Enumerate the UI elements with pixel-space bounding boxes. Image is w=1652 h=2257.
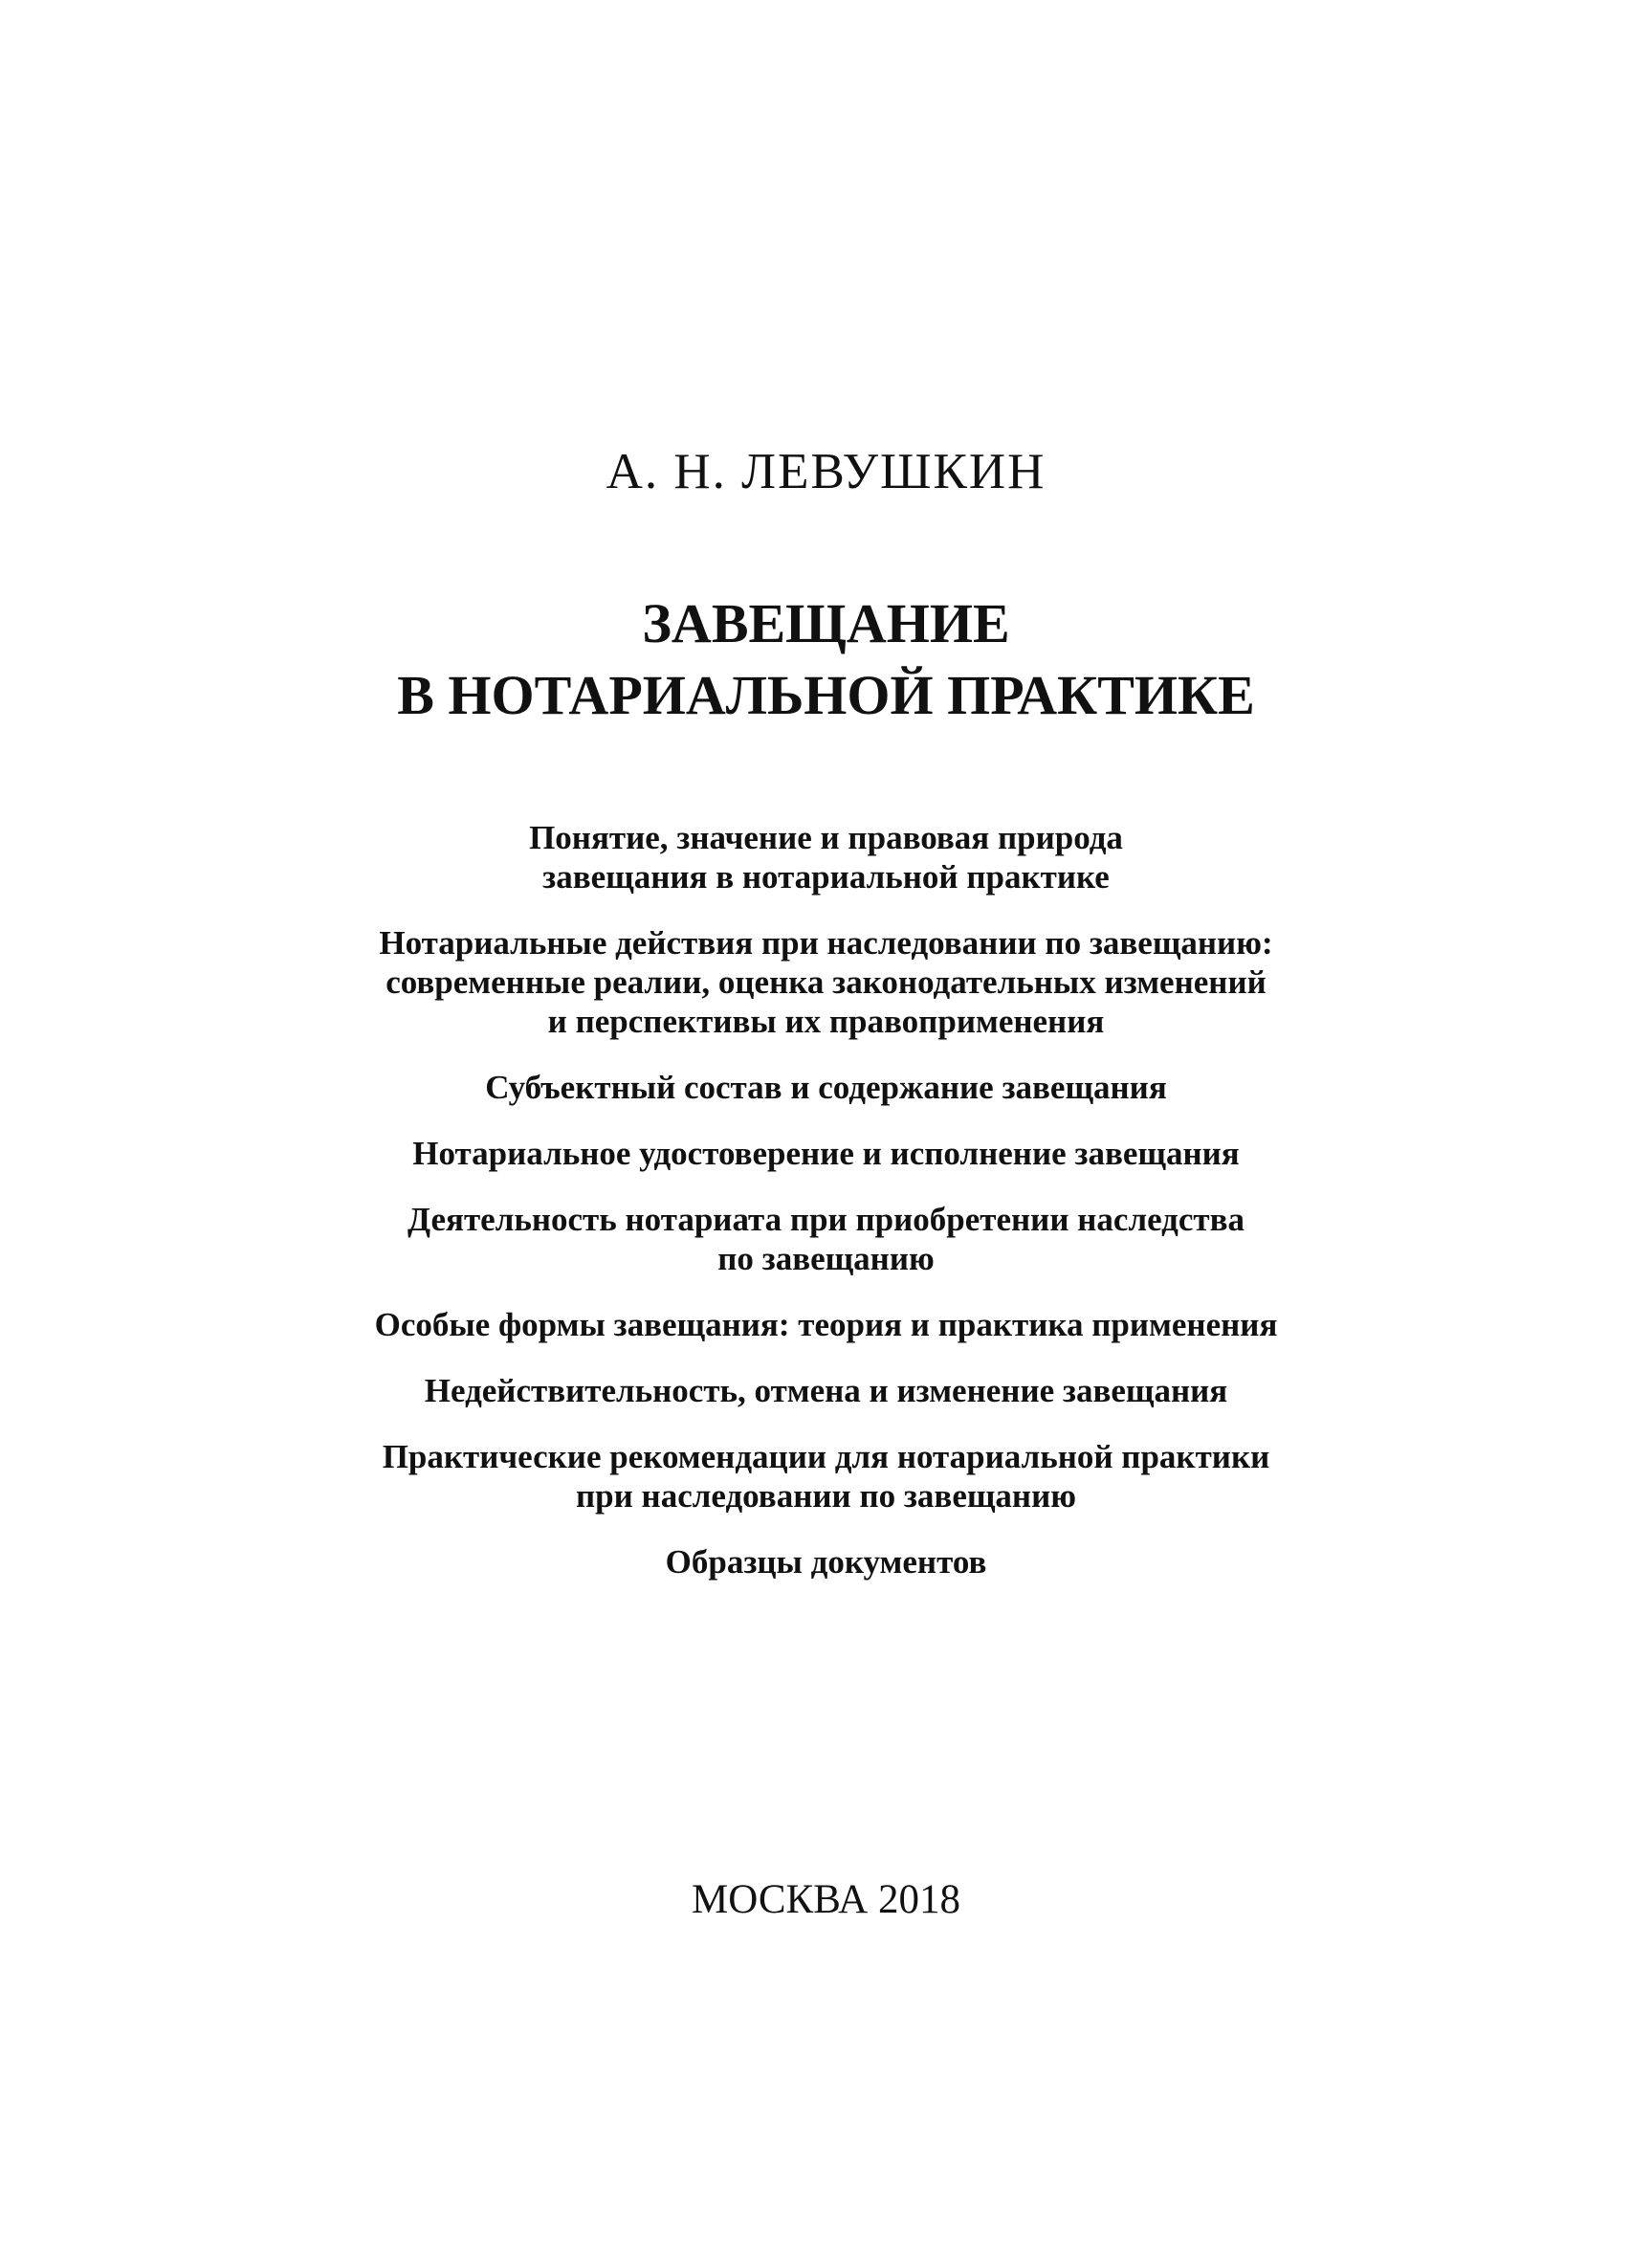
contents-item-line: Нотариальное удостоверение и исполнение завещания xyxy=(412,1135,1240,1172)
contents-item xyxy=(0,923,1652,1041)
contents-item-line: современные реалии, оценка законодательных изменений xyxy=(385,963,1267,1001)
contents-item xyxy=(0,1305,1652,1344)
contents-item-line: Особые формы завещания: теория и практика применения xyxy=(374,1306,1278,1343)
contents-item xyxy=(0,1200,1652,1278)
contents-item xyxy=(0,1371,1652,1410)
book-title-line-1: ЗАВЕЩАНИЕ xyxy=(642,592,1010,654)
contents-item-line: Субъектный состав и содержание завещания xyxy=(485,1069,1167,1106)
contents-item xyxy=(0,1542,1652,1582)
contents-item-line: Образцы документов xyxy=(665,1543,987,1581)
contents-item xyxy=(0,1437,1652,1516)
book-title-line-2: В НОТАРИАЛЬНОЙ ПРАКТИКЕ xyxy=(397,664,1255,726)
contents-item xyxy=(0,1068,1652,1107)
contents-item-line: Понятие, значение и правовая природа xyxy=(529,819,1123,856)
publication-place-year: МОСКВА 2018 xyxy=(692,1877,960,1922)
book-title xyxy=(0,587,1652,731)
contents-list xyxy=(0,818,1652,1608)
contents-item-line: Практические рекомендации для нотариальной практики xyxy=(382,1438,1270,1475)
contents-item-line: Деятельность нотариата при приобретении наследства xyxy=(407,1201,1245,1238)
contents-item xyxy=(0,1134,1652,1173)
contents-item-line: Недействительность, отмена и изменение завещания xyxy=(424,1372,1228,1409)
contents-item-line: при наследовании по завещанию xyxy=(576,1477,1076,1515)
contents-item-line: по завещанию xyxy=(717,1240,935,1277)
contents-item-line: и перспективы их правоприменения xyxy=(547,1003,1105,1040)
contents-item xyxy=(0,818,1652,896)
contents-item-line: Нотариальные действия при наследовании по завещанию: xyxy=(379,924,1273,962)
contents-item-line: завещания в нотариальной практике xyxy=(542,858,1110,896)
author-name: А. Н. ЛЕВУШКИН xyxy=(606,444,1046,499)
